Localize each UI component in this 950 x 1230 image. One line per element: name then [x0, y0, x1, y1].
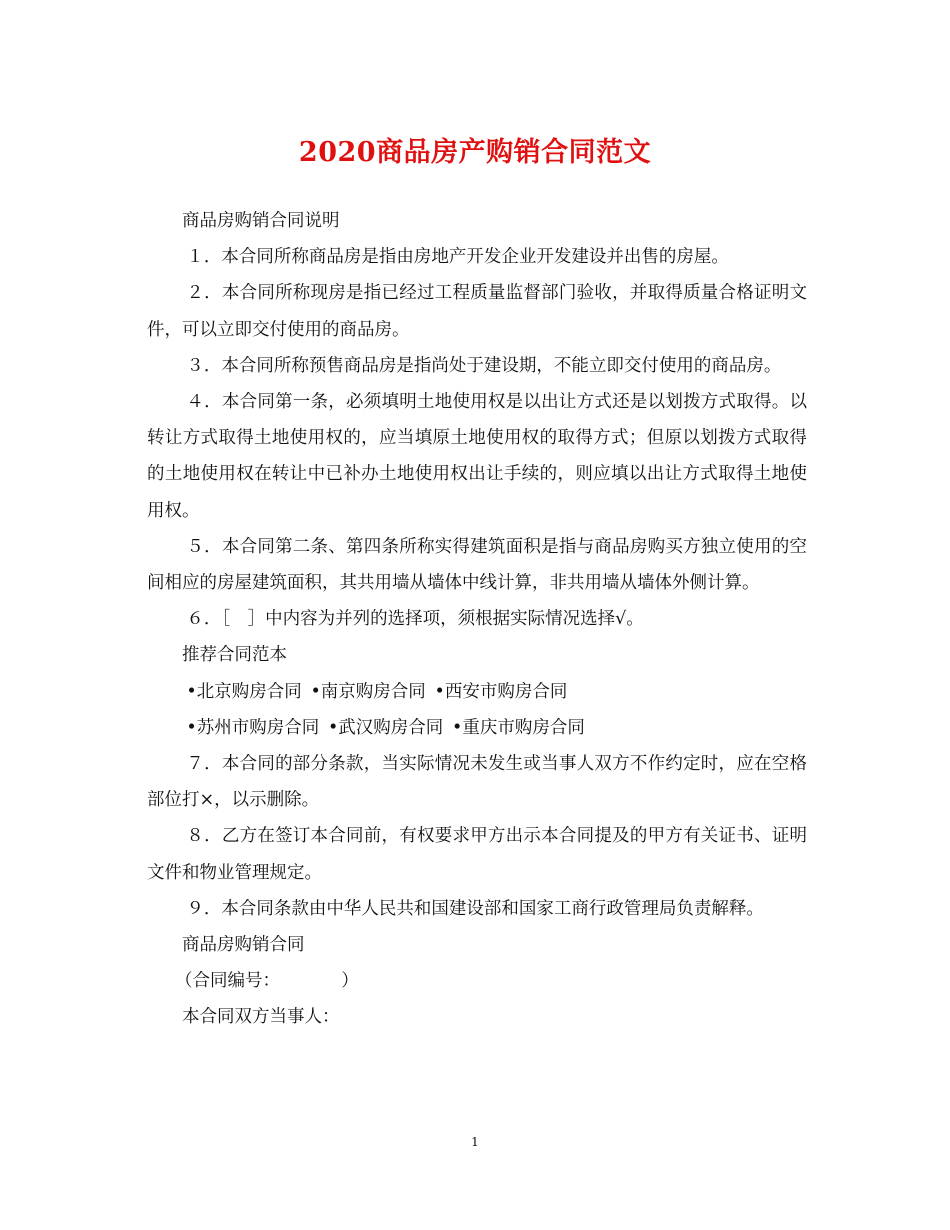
link-wuhan-contract[interactable]: • 武汉购房合同	[328, 718, 443, 738]
link-suzhou-contract[interactable]: • 苏州市购房合同	[186, 718, 319, 738]
paragraph-1: １．本合同所称商品房是指由房地产开发企业开发建设并出售的房屋。	[186, 247, 729, 268]
intro-heading: 商品房购销合同说明	[182, 211, 340, 231]
paragraph-2: ２．本合同所称现房是指已经过工程质量监督部门验收，并取得质量合格证明文件，可以立即交付使用的商品房。	[147, 283, 807, 340]
page-number: 1	[471, 1135, 479, 1149]
recommend-links-row-1	[147, 674, 807, 710]
link-xian-contract[interactable]: • 西安市购房合同	[435, 682, 568, 702]
paragraph-6: ６．［ ］中内容为并列的选择项，须根据实际情况选择√。	[186, 609, 644, 630]
document-body	[147, 203, 807, 1036]
link-nanjing-contract[interactable]: • 南京购房合同	[310, 682, 425, 702]
paragraph-8: ８．乙方在签订本合同前，有权要求甲方出示本合同提及的甲方有关证书、证明文件和物业管理规定。	[147, 826, 807, 883]
recommend-heading: 推荐合同范本	[182, 645, 287, 666]
paragraph-9: ９．本合同条款由中华人民共和国建设部和国家工商行政管理局负责解释。	[186, 898, 764, 919]
paragraph-3: ３．本合同所称预售商品房是指尚处于建设期，不能立即交付使用的商品房。	[186, 355, 782, 376]
page-title: 2020商品房产购销合同范文	[298, 137, 652, 168]
paragraph-7: ７．本合同的部分条款，当实际情况未发生或当事人双方不作约定时，应在空格部位打×，以示删除。	[147, 754, 807, 811]
paragraph-5: ５．本合同第二条、第四条所称实得建筑面积是指与商品房购买方独立使用的空间相应的房屋建筑面积，其共用墙从墙体中线计算，非共用墙从墙体外侧计算。	[147, 536, 807, 594]
contract-heading: 商品房购销合同	[182, 935, 305, 956]
paragraph-4: ４．本合同第一条，必须填明土地使用权是以出让方式还是以划拨方式取得。以转让方式取得土地使用权的，应当填原土地使用权的取得方式；但原以划拨方式取得的土地使用权在转让中已补办土地使用权出让手续的，则应填以出让方式取得土地使用权。	[147, 392, 807, 521]
link-beijing-contract[interactable]: • 北京购房合同	[186, 682, 301, 702]
parties-heading: 本合同双方当事人：	[182, 1007, 340, 1028]
contract-number: （合同编号： ）	[175, 971, 359, 992]
recommend-links-row-2	[147, 710, 807, 746]
link-chongqing-contract[interactable]: • 重庆市购房合同	[452, 718, 585, 738]
